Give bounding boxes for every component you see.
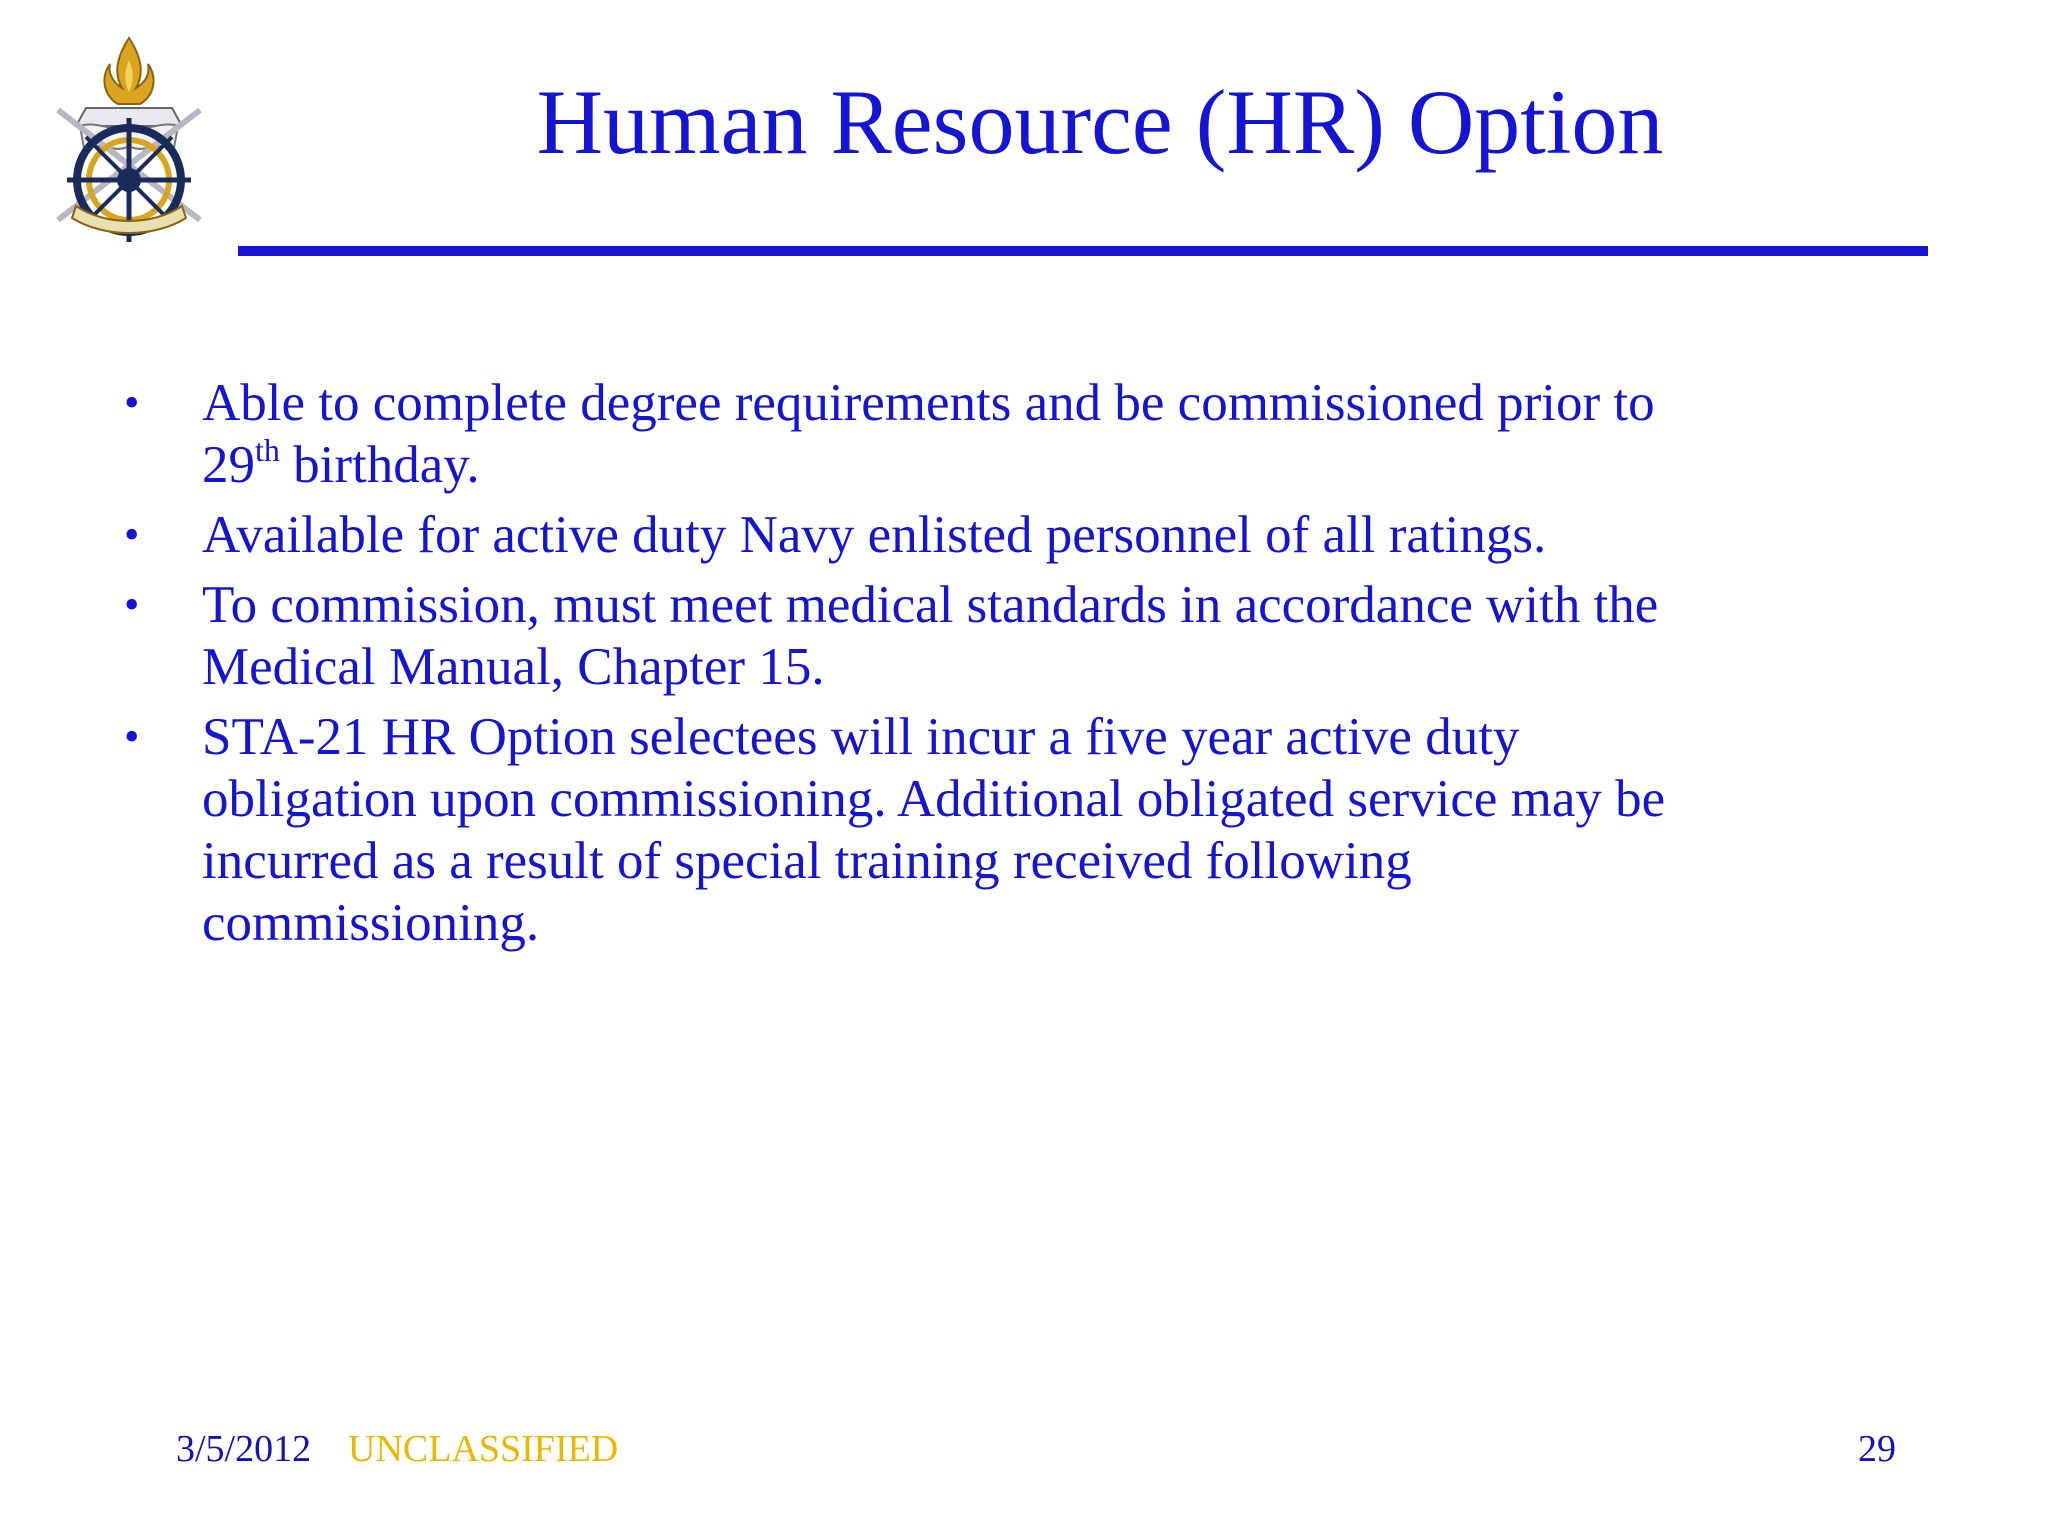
bullet-line: Able to complete degree requirements and be commissioned prior to	[202, 374, 1655, 432]
ordinal-number: 29	[202, 436, 255, 494]
navy-crest-emblem-icon	[36, 30, 222, 244]
footer-classification: UNCLASSIFIED	[348, 1428, 619, 1470]
bullet-marker: •	[124, 510, 140, 559]
title-underline	[238, 246, 1928, 256]
bullet-item	[118, 372, 1878, 496]
bullet-line: STA-21 HR Option selectees will incur a five year active duty	[202, 708, 1520, 766]
bullet-line	[202, 434, 1878, 496]
bullet-line-tail: birthday.	[279, 436, 480, 494]
bullet-line: commissioning.	[202, 894, 540, 952]
slide-title: Human Resource (HR) Option	[536, 71, 1664, 173]
bullet-item	[118, 706, 1878, 954]
bullet-line: incurred as a result of special training received following	[202, 832, 1412, 890]
bullet-line: To commission, must meet medical standards in accordance with the	[202, 576, 1659, 634]
bullet-marker: •	[124, 580, 140, 629]
bullet-marker: •	[124, 378, 140, 427]
bullet-marker: •	[124, 712, 140, 761]
footer-date: 3/5/2012	[176, 1428, 312, 1470]
bullet-item	[118, 504, 1878, 566]
bullet-line: Medical Manual, Chapter 15.	[202, 638, 825, 696]
ordinal-suffix: th	[255, 432, 280, 469]
bullet-item	[118, 574, 1878, 698]
page-number: 29	[1858, 1428, 1896, 1470]
bullet-list	[118, 372, 1878, 962]
bullet-line: Available for active duty Navy enlisted personnel of all ratings.	[202, 506, 1547, 564]
bullet-line: obligation upon commissioning. Additional obligated service may be	[202, 770, 1666, 828]
